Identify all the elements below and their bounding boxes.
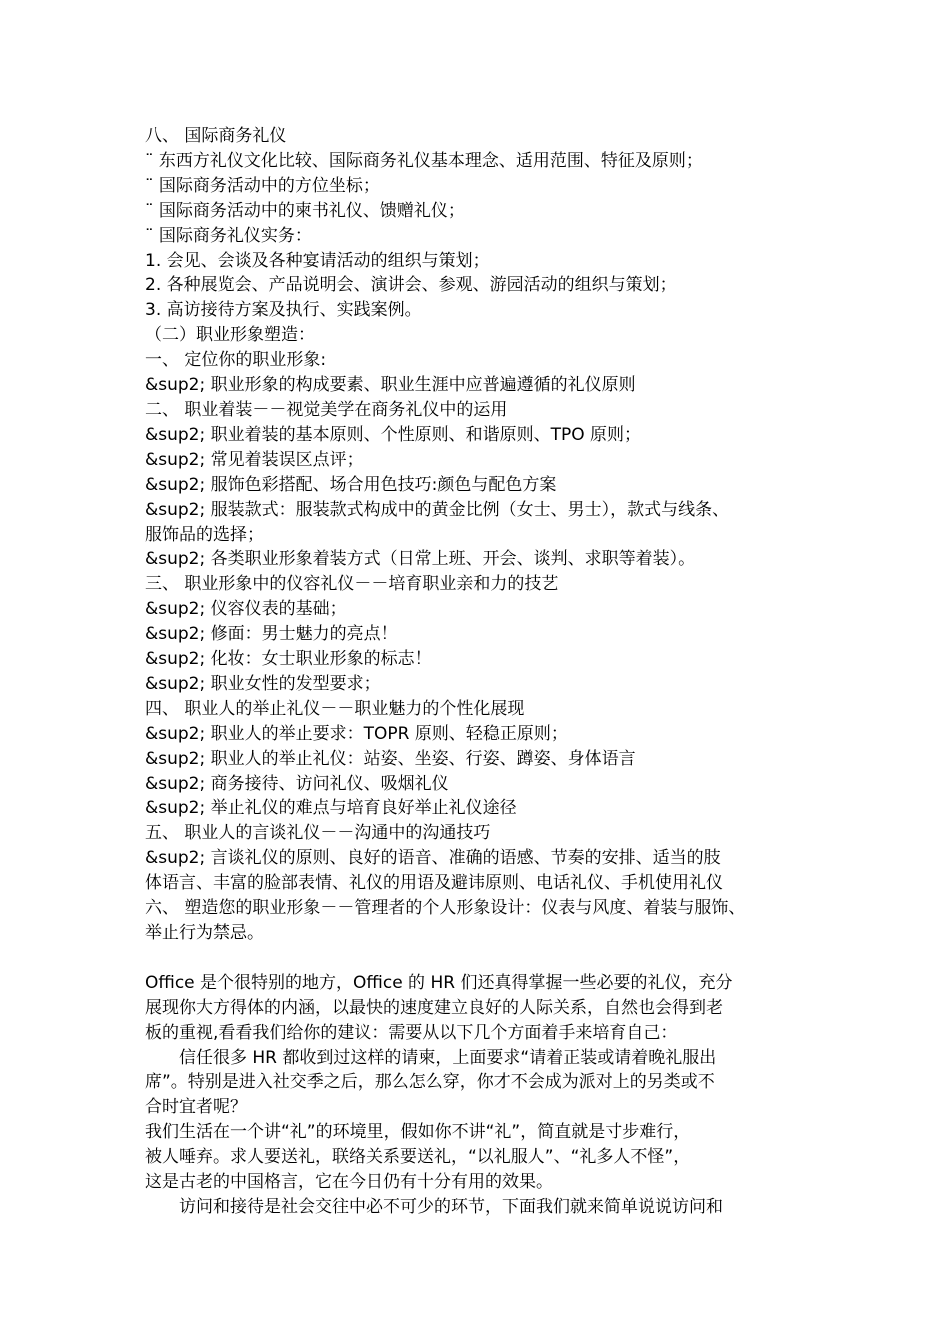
outline-line: &sup2; 化妆：女士职业形象的标志！ bbox=[145, 649, 432, 670]
text-line: 被人唾弃。求人要送礼，联络关系要送礼，“以礼服人”、“礼多人不怪”， bbox=[145, 1147, 691, 1168]
outline-line: &sup2; 职业人的举止礼仪：站姿、坐姿、行姿、蹲姿、身体语言 bbox=[145, 748, 636, 769]
outline-line: &sup2; 服饰色彩搭配、场合用色技巧:颜色与配色方案 bbox=[145, 474, 557, 495]
outline-section bbox=[145, 124, 825, 946]
outline-line: （二）职业形象塑造： bbox=[145, 325, 315, 346]
outline-line: ¨ 东西方礼仪文化比较、国际商务礼仪基本理念、适用范围、特征及原则； bbox=[145, 150, 703, 171]
outline-line: 1. 会见、会谈及各种宴请活动的组织与策划； bbox=[145, 250, 490, 271]
outline-line: 三、 职业形象中的仪容礼仪－－培育职业亲和力的技艺 bbox=[145, 574, 559, 595]
outline-line: ¨ 国际商务礼仪实务： bbox=[145, 225, 312, 246]
outline-line: &sup2; 常见着装误区点评； bbox=[145, 449, 364, 470]
outline-line: &sup2; 服装款式：服装款式构成中的黄金比例（女士、男士），款式与线条、 bbox=[145, 499, 730, 520]
outline-line: &sup2; 修面：男士魅力的亮点！ bbox=[145, 624, 398, 645]
outline-line: ¨ 国际商务活动中的柬书礼仪、馈赠礼仪； bbox=[145, 200, 465, 221]
visit-paragraph bbox=[145, 1195, 825, 1220]
outline-line: 举止行为禁忌。 bbox=[145, 923, 264, 943]
text-line: 信任很多 HR 都收到过这样的请柬，上面要求“请着正装或请着晚礼服出 bbox=[179, 1047, 717, 1068]
outline-line: 五、 职业人的言谈礼仪－－沟通中的沟通技巧 bbox=[145, 823, 491, 844]
outline-line: &sup2; 职业形象的构成要素、职业生涯中应普遍遵循的礼仪原则 bbox=[145, 375, 636, 396]
outline-line: 四、 职业人的举止礼仪－－职业魅力的个性化展现 bbox=[145, 698, 525, 719]
text-line: Office 是个很特别的地方，Office 的 HR 们还真得掌握一些必要的礼仪，充分 bbox=[145, 972, 733, 993]
text-line: 合时宜者呢？ bbox=[145, 1097, 247, 1118]
outline-line: 八、 国际商务礼仪 bbox=[145, 126, 287, 146]
outline-line: 2. 各种展览会、产品说明会、演讲会、参观、游园活动的组织与策划； bbox=[145, 275, 677, 296]
outline-line: 服饰品的选择； bbox=[145, 524, 264, 545]
outline-line: 体语言、丰富的脸部表情、礼仪的用语及避讳原则、电话礼仪、手机使用礼仪 bbox=[145, 873, 723, 894]
text-line: 这是古老的中国格言，它在今日仍有十分有用的效果。 bbox=[145, 1172, 553, 1193]
outline-line: 一、 定位你的职业形象: bbox=[145, 350, 327, 371]
outline-line: 六、 塑造您的职业形象－－管理者的个人形象设计：仪表与风度、着装与服饰、 bbox=[145, 898, 746, 919]
outline-line: &sup2; 职业人的举止要求：TOPR 原则、轻稳正原则； bbox=[145, 723, 568, 744]
text-line: 展现你大方得体的内涵，以最快的速度建立良好的人际关系，自然也会得到老 bbox=[145, 997, 723, 1018]
text-line: 席”。特别是进入社交季之后，那么怎么穿，你才不会成为派对上的另类或不 bbox=[145, 1072, 715, 1093]
outline-line: &sup2; 职业女性的发型要求； bbox=[145, 673, 381, 694]
invitation-paragraph bbox=[145, 1046, 825, 1121]
outline-line: &sup2; 各类职业形象着装方式（日常上班、开会、谈判、求职等着装）。 bbox=[145, 549, 696, 570]
text-line: 访问和接待是社会交往中必不可少的环节，下面我们就来简单说说访问和 bbox=[179, 1196, 723, 1217]
outline-line: ¨ 国际商务活动中的方位坐标； bbox=[145, 175, 380, 196]
etiquette-paragraph bbox=[145, 1120, 825, 1195]
outline-line: &sup2; 举止礼仪的难点与培育良好举止礼仪途径 bbox=[145, 798, 517, 819]
outline-line: 3. 高访接待方案及执行、实践案例。 bbox=[145, 300, 422, 321]
document-page bbox=[145, 124, 825, 1220]
outline-line: &sup2; 职业着装的基本原则、个性原则、和谐原则、TPO 原则； bbox=[145, 424, 642, 445]
text-line: 板的重视,看看我们给你的建议：需要从以下几个方面着手来培育自己： bbox=[145, 1022, 678, 1043]
outline-line: &sup2; 仪容仪表的基础； bbox=[145, 599, 347, 620]
office-paragraph bbox=[145, 971, 825, 1046]
outline-line: 二、 职业着装－－视觉美学在商务礼仪中的运用 bbox=[145, 399, 508, 420]
text-line: 我们生活在一个讲“礼”的环境里，假如你不讲“礼”，简直就是寸步难行， bbox=[145, 1122, 691, 1143]
outline-line: &sup2; 言谈礼仪的原则、良好的语音、准确的语感、节奏的安排、适当的肢 bbox=[145, 848, 721, 869]
outline-line: &sup2; 商务接待、访问礼仪、吸烟礼仪 bbox=[145, 773, 449, 794]
blank-line bbox=[145, 946, 825, 971]
